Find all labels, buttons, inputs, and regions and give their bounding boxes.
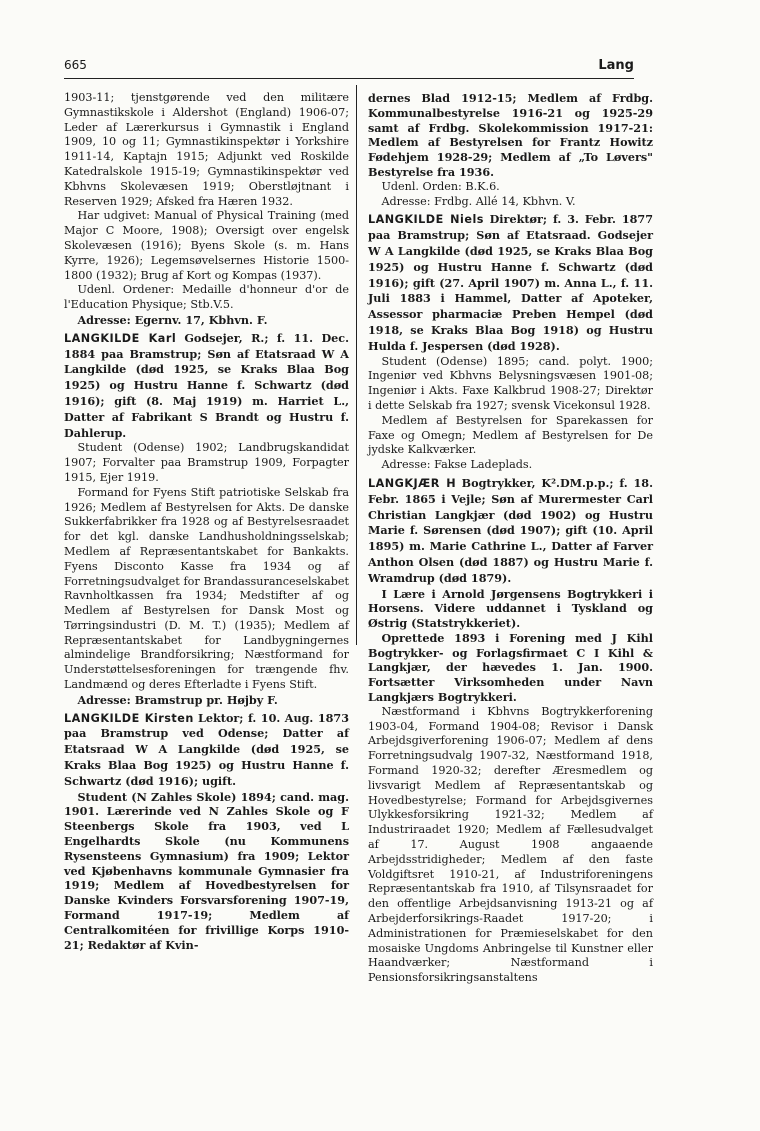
column-rule: [356, 85, 357, 645]
entry-continuation-address: Adresse: Egernv. 17, Kbhvn. F.: [77, 312, 268, 327]
entry-name: LANGKJÆR H: [368, 476, 457, 490]
entry-firm: Oprettede 1893 i Forening med J Kihl Bogtrykker- og Forlagsfirmaet C I Kihl & Langkjær, der hævedes 1. Jan. 1900. Fortsætter Virksomheden under Navn Langkjærs Bogtrykkeri.: [368, 630, 653, 705]
header-rule: [64, 78, 634, 79]
entry-langkjaer-h: [368, 476, 653, 986]
entry-continuation-orders: Udenl. Orden: B.K.6.: [381, 179, 500, 193]
entry-intro: Direktør; f. 3. Febr. 1877 paa Bramstrup; Søn af Etatsraad. Godsejer W A Langkilde (død 1925, se Kraks Blaa Bog 1925) og Hustru Hanne f. Schwartz (død 1916); gift (27. April 1907) m. Anna L., f. 11. Juli 1883 i Hammel, Datter af Apoteker, Assessor pharmaciæ Preben Hempel (død 1918, se Kraks Blaa Bog 1918) og Hustru Hulda f. Jespersen (død 1928).: [368, 212, 653, 353]
right-column: [368, 91, 653, 986]
entry-continuation-text: dernes Blad 1912-15; Medlem af Frdbg. Kommunalbestyrelse 1916-21 og 1925-29 samt af Frdbg. Skolekommission 1917-21: Medlem af Bestyrelsen for Frantz Howitz Fødehjem 1928-29; Medlem af „To Løvers" Bestyrelse fra 1936.: [368, 91, 653, 179]
entry-intro: Bogtrykker, K².DM.p.p.; f. 18. Febr. 1865 i Vejle; Søn af Murermester Carl Christian Langkjær (død 1902) og Hustru Marie f. Sørensen (død 1907); gift (10. April 1895) m. Marie Cathrine L., Datter af Farver Anthon Olsen (død 1887) og Hustru Marie f. Wramdrup (død 1879).: [368, 475, 653, 585]
page-header: [64, 58, 634, 76]
entry-career: Student (Odense) 1895; cand. polyt. 1900; Ingeniør ved Kbhvns Belysningsvæsen 1901-08; Ingeniør i Akts. Faxe Kalkbrud 1908-27; Direktør i dette Selskab fra 1927; svensk Vicekonsul 1928.: [368, 354, 653, 412]
entry-continuation-address: Adresse: Frdbg. Allé 14, Kbhvn. V.: [381, 194, 576, 208]
entry-duties: Medlem af Bestyrelsen for Sparekassen for Faxe og Omegn; Medlem af Bestyrelsen for De jydske Kalkværker.: [368, 413, 653, 457]
entry-continuation-text: 1903-11; tjenstgørende ved den militære Gymnastikskole i Aldershot (England) 1906-07; Leder af Lærerkursus i Gymnastik i England 1909, 10 og 11; Gymnastikinspektør i Yorkshire 1911-14, Kaptajn 1915; Adjunkt ved Roskilde Katedralskole 1915-19; Gymnastikinspektør ved Kbhvns Skolevæsen 1919; Oberstløjtnant i Reserven 1929; Afsked fra Hæren 1932.: [64, 91, 349, 208]
page-number: 665: [64, 58, 87, 72]
entry-langkilde-karl: [64, 331, 349, 708]
entry-intro: Lektor; f. 10. Aug. 1873 paa Bramstrup ved Odense; Datter af Etatsraad W A Langkilde (død 1925, se Kraks Blaa Bog 1925) og Hustru Hanne f. Schwartz (død 1916); ugift.: [64, 710, 349, 788]
entry-career: Student (Odense) 1902; Landbrugskandidat 1907; Forvalter paa Bramstrup 1909, Forpagter 1915, Ejer 1919.: [64, 441, 349, 484]
entry-langkilde-niels: [368, 212, 653, 473]
entry-continuation-orders: Udenl. Ordener: Medaille d'honneur d'or de l'Education Physique; Stb.V.5.: [64, 283, 349, 312]
entry-address: Adresse: Fakse Ladeplads.: [381, 458, 533, 472]
entry-career: I Lære i Arnold Jørgensens Bogtrykkeri i Horsens. Videre uddannet i Tyskland og Østrig (Statstrykkeriet).: [368, 586, 653, 631]
entry-career: Student (N Zahles Skole) 1894; cand. mag. 1901. Lærerinde ved N Zahles Skole og F Steenbergs Skole fra 1903, ved L Engelhardts Skole (nu Kommunens Rysensteens Gymnasium) fra 1909; Lektor ved Kjøbenhavns kommunale Gymnasier fra 1919; Medlem af Hovedbestyrelsen for Danske Kvinders Forsvarsforening 1907-19, Formand 1917-19; Medlem af Centralkomitéen for frivillige Korps 1910-21; Redaktør af Kvin-: [64, 789, 349, 952]
entry-duties: Næstformand i Kbhvns Bogtrykkerforening 1903-04, Formand 1904-08; Revisor i Dansk Arbejdsgiverforening 1906-07; Medlem af dens Forretningsudvalg 1907-32, Næstformand 1918, Formand 1920-32; derefter Æresmedlem og livsvarigt Medlem af Repræsentantskab og Hovedbestyrelse; Formand for Arbejdsgivernes Ulykkesforsikring 1921-32; Medlem af Industriraadet 1920; Medlem af Fællesudvalget af 17. August 1908 angaaende Arbejdsstridigheder; Medlem af den faste Voldgiftsret 1910-21, af Industriforeningens Repræsentantskab fra 1910, af Tilsynsraadet for den offentlige Arbejdsanvisning 1913-21 og af Arbejderforsikrings-Raadet 1917-20; i Administrationen for Præmieselskabet for den mosaiske Ungdoms Anbringelse til Kunstner eller Haandværker; Næstformand i Pensionsforsikringsanstaltens: [368, 704, 653, 985]
entry-address: Adresse: Bramstrup pr. Højby F.: [77, 692, 278, 707]
entry-intro: Godsejer, R.; f. 11. Dec. 1884 paa Bramstrup; Søn af Etatsraad W A Langkilde (død 1925, se Kraks Blaa Bog 1925) og Hustru Hanne f. Schwartz (død 1916); gift (8. Maj 1919) m. Harriet L., Datter af Fabrikant S Brandt og Hustru f. Dahlerup.: [64, 330, 350, 440]
left-column: [64, 91, 349, 952]
running-head: Lang: [598, 58, 634, 73]
entry-name: LANGKILDE Niels: [368, 213, 484, 227]
entry-name: LANGKILDE Karl: [64, 331, 177, 345]
entry-name: LANGKILDE Kirsten: [64, 711, 194, 725]
entry-continuation-publications: Har udgivet: Manual of Physical Training (med Major C Moore, 1908); Oversigt over engelsk Skolevæsen (1916); Byens Skole (s. m. Hans Kyrre, 1926); Legemsøvelsernes Historie 1500-1800 (1932); Brug af Kort og Kompas (1937).: [64, 209, 349, 282]
entry-duties: Formand for Fyens Stift patriotiske Selskab fra 1926; Medlem af Bestyrelsen for Akts. De danske Sukkerfabrikker fra 1928 og af Bestyrelsesraadet for det kgl. danske Landhusholdningsselskab; Medlem af Repræsentantskabet for Bankakts. Fyens Disconto Kasse fra 1934 og af Forretningsudvalget for Brandassuranceselskabet Ravnholtkassen fra 1934; Medstifter af og Medlem af Bestyrelsen for Dansk Most og Tørringsindustri (D. M. T.) (1935); Medlem af Repræsentantskabet for Landbygningernes almindelige Brandforsikring; Næstformand for Understøttelsesforeningen for trængende fhv. Landmænd og deres Efterladte i Fyens Stift.: [64, 485, 349, 692]
entry-langkilde-kirsten: [64, 711, 349, 953]
